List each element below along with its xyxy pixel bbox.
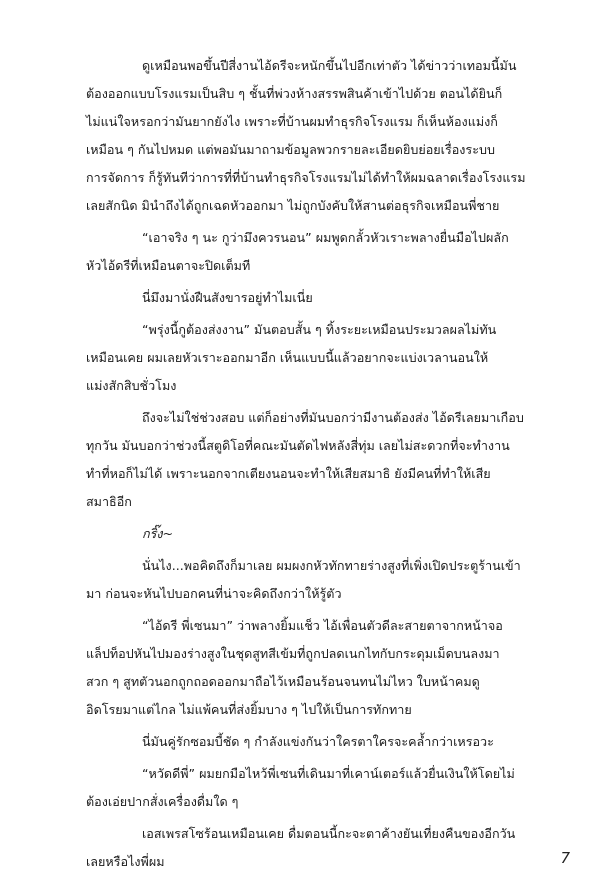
text-line: เลยสักนิด มินำถึงได้ถูกเฉดหัวออกมา ไม่ถูกบังคับให้สานต่อธุรกิจเหมือนพี่ชาย (86, 198, 500, 213)
paragraph (86, 316, 558, 400)
paragraph (86, 728, 558, 756)
text-line: “หวัดดีพี่” ผมยกมือไหว้พี่เซนที่เดินมาที่เคาน์เตอร์แล้วยื่นเงินให้โดยไม่ (142, 766, 515, 781)
text-line: สวก ๆ สูทตัวนอกถูกถอดออกมาถือไว้เหมือนร้อนจนทนไม่ไหว ใบหน้าคมดู (86, 674, 480, 689)
text-line: เอสเพรสโซร้อนเหมือนเคย ดื่มตอนนี้กะจะตาค้างยันเที่ยงคืนของอีกวัน (142, 826, 516, 841)
text-line: เหมือน ๆ กันไปหมด แต่พอมันมาถามข้อมูลพวกรายละเอียดยิบย่อยเรื่องระบบ (86, 142, 495, 157)
paragraph (86, 612, 558, 724)
paragraph (86, 404, 558, 516)
text-line: แม่งสักสิบชั่วโมง (86, 378, 177, 393)
paragraph (86, 520, 558, 548)
page-number: 7 (560, 849, 570, 867)
text-line: มา ก่อนจะหันไปบอกคนที่น่าจะคิดถึงกว่าให้รู้ตัว (86, 586, 342, 601)
text-line: สมาธิอีก (86, 494, 132, 509)
text-line: หัวไอ้ดรีที่เหมือนตาจะปิดเต็มที (86, 258, 251, 273)
text-line: ดูเหมือนพอขึ้นปีสี่งานไอ้ดรีจะหนักขึ้นไปอีกเท่าตัว ได้ข่าวว่าเทอมนี้มัน (142, 58, 517, 73)
text-line: ทุกวัน มันบอกว่าช่วงนี้สตูดิโอที่คณะมันตัดไฟหลังสี่ทุ่ม เลยไม่สะดวกที่จะทำงาน (86, 438, 510, 453)
text-line: “พรุ่งนี้กูต้องส่งงาน” มันตอบสั้น ๆ ทิ้งระยะเหมือนประมวลผลไม่ทัน (142, 322, 497, 337)
text-line: นี่มึงมานั่งฝืนสังขารอยู่ทำไมเนี่ย (142, 290, 313, 305)
paragraph (86, 820, 558, 876)
paragraph (86, 52, 558, 220)
text-line: กริ๊ง~ (142, 526, 174, 541)
paragraph (86, 552, 558, 608)
paragraph (86, 760, 558, 816)
text-line: แล็ปท็อปหันไปมองร่างสูงในชุดสูทสีเข้มที่ถูกปลดเนกไทกับกระดุมเม็ดบนลงมา (86, 646, 500, 661)
text-line: นั่นไง...พอคิดถึงก็มาเลย ผมผงกหัวทักทายร่างสูงที่เพิ่งเปิดประตูร้านเข้า (142, 558, 521, 573)
text-line: ต้องออกแบบโรงแรมเป็นสิบ ๆ ชั้นที่พ่วงห้างสรรพสินค้าเข้าไปด้วย ตอนได้ยินก็ (86, 86, 503, 101)
text-line: “ไอ้ดรี พี่เซนมา” ว่าพลางยิ้มแช็ว ไอ้เพื่อนตัวดีละสายตาจากหน้าจอ (142, 618, 503, 633)
text-line: การจัดการ ก็รู้ทันทีว่าการที่ที่บ้านทำธุรกิจโรงแรมไม่ได้ทำให้ผมฉลาดเรื่องโรงแรม (86, 170, 526, 185)
paragraph (86, 224, 558, 280)
text-line: ไม่แน่ใจหรอกว่ามันยากยังไง เพราะที่บ้านผมทำธุรกิจโรงแรม ก็เห็นห้องแม่งก็ (86, 114, 498, 129)
text-line: “เอาจริง ๆ นะ กูว่ามึงควรนอน” ผมพูดกลั้วหัวเราะพลางยื่นมือไปผลัก (142, 230, 509, 245)
text-line: เหมือนเคย ผมเลยหัวเราะออกมาอีก เห็นแบบนี้แล้วอยากจะแบ่งเวลานอนให้ (86, 350, 489, 365)
text-line: เลยหรือไงพี่ผม (86, 854, 165, 869)
text-line: ทำที่หอก็ไม่ได้ เพราะนอกจากเตียงนอนจะทำให้เสียสมาธิ ยังมีคนที่ทำให้เสีย (86, 466, 491, 481)
text-line: อิดโรยมาแต่ไกล ไม่แพ้คนที่ส่งยิ้มบาง ๆ ไปให้เป็นการทักทาย (86, 702, 412, 717)
paragraph (86, 284, 558, 312)
text-line: ถึงจะไม่ใช่ช่วงสอบ แต่ก็อย่างที่มันบอกว่ามีงานต้องส่ง ไอ้ดรีเลยมาเกือบ (142, 410, 524, 425)
text-line: ต้องเอ่ยปากสั่งเครื่องดื่มใด ๆ (86, 794, 239, 809)
body-text (86, 52, 558, 876)
text-line: นี่มันคู่รักซอมบี้ชัด ๆ กำลังแข่งกันว่าใครตาใครจะคล้ำกว่าเหรอวะ (142, 734, 494, 749)
